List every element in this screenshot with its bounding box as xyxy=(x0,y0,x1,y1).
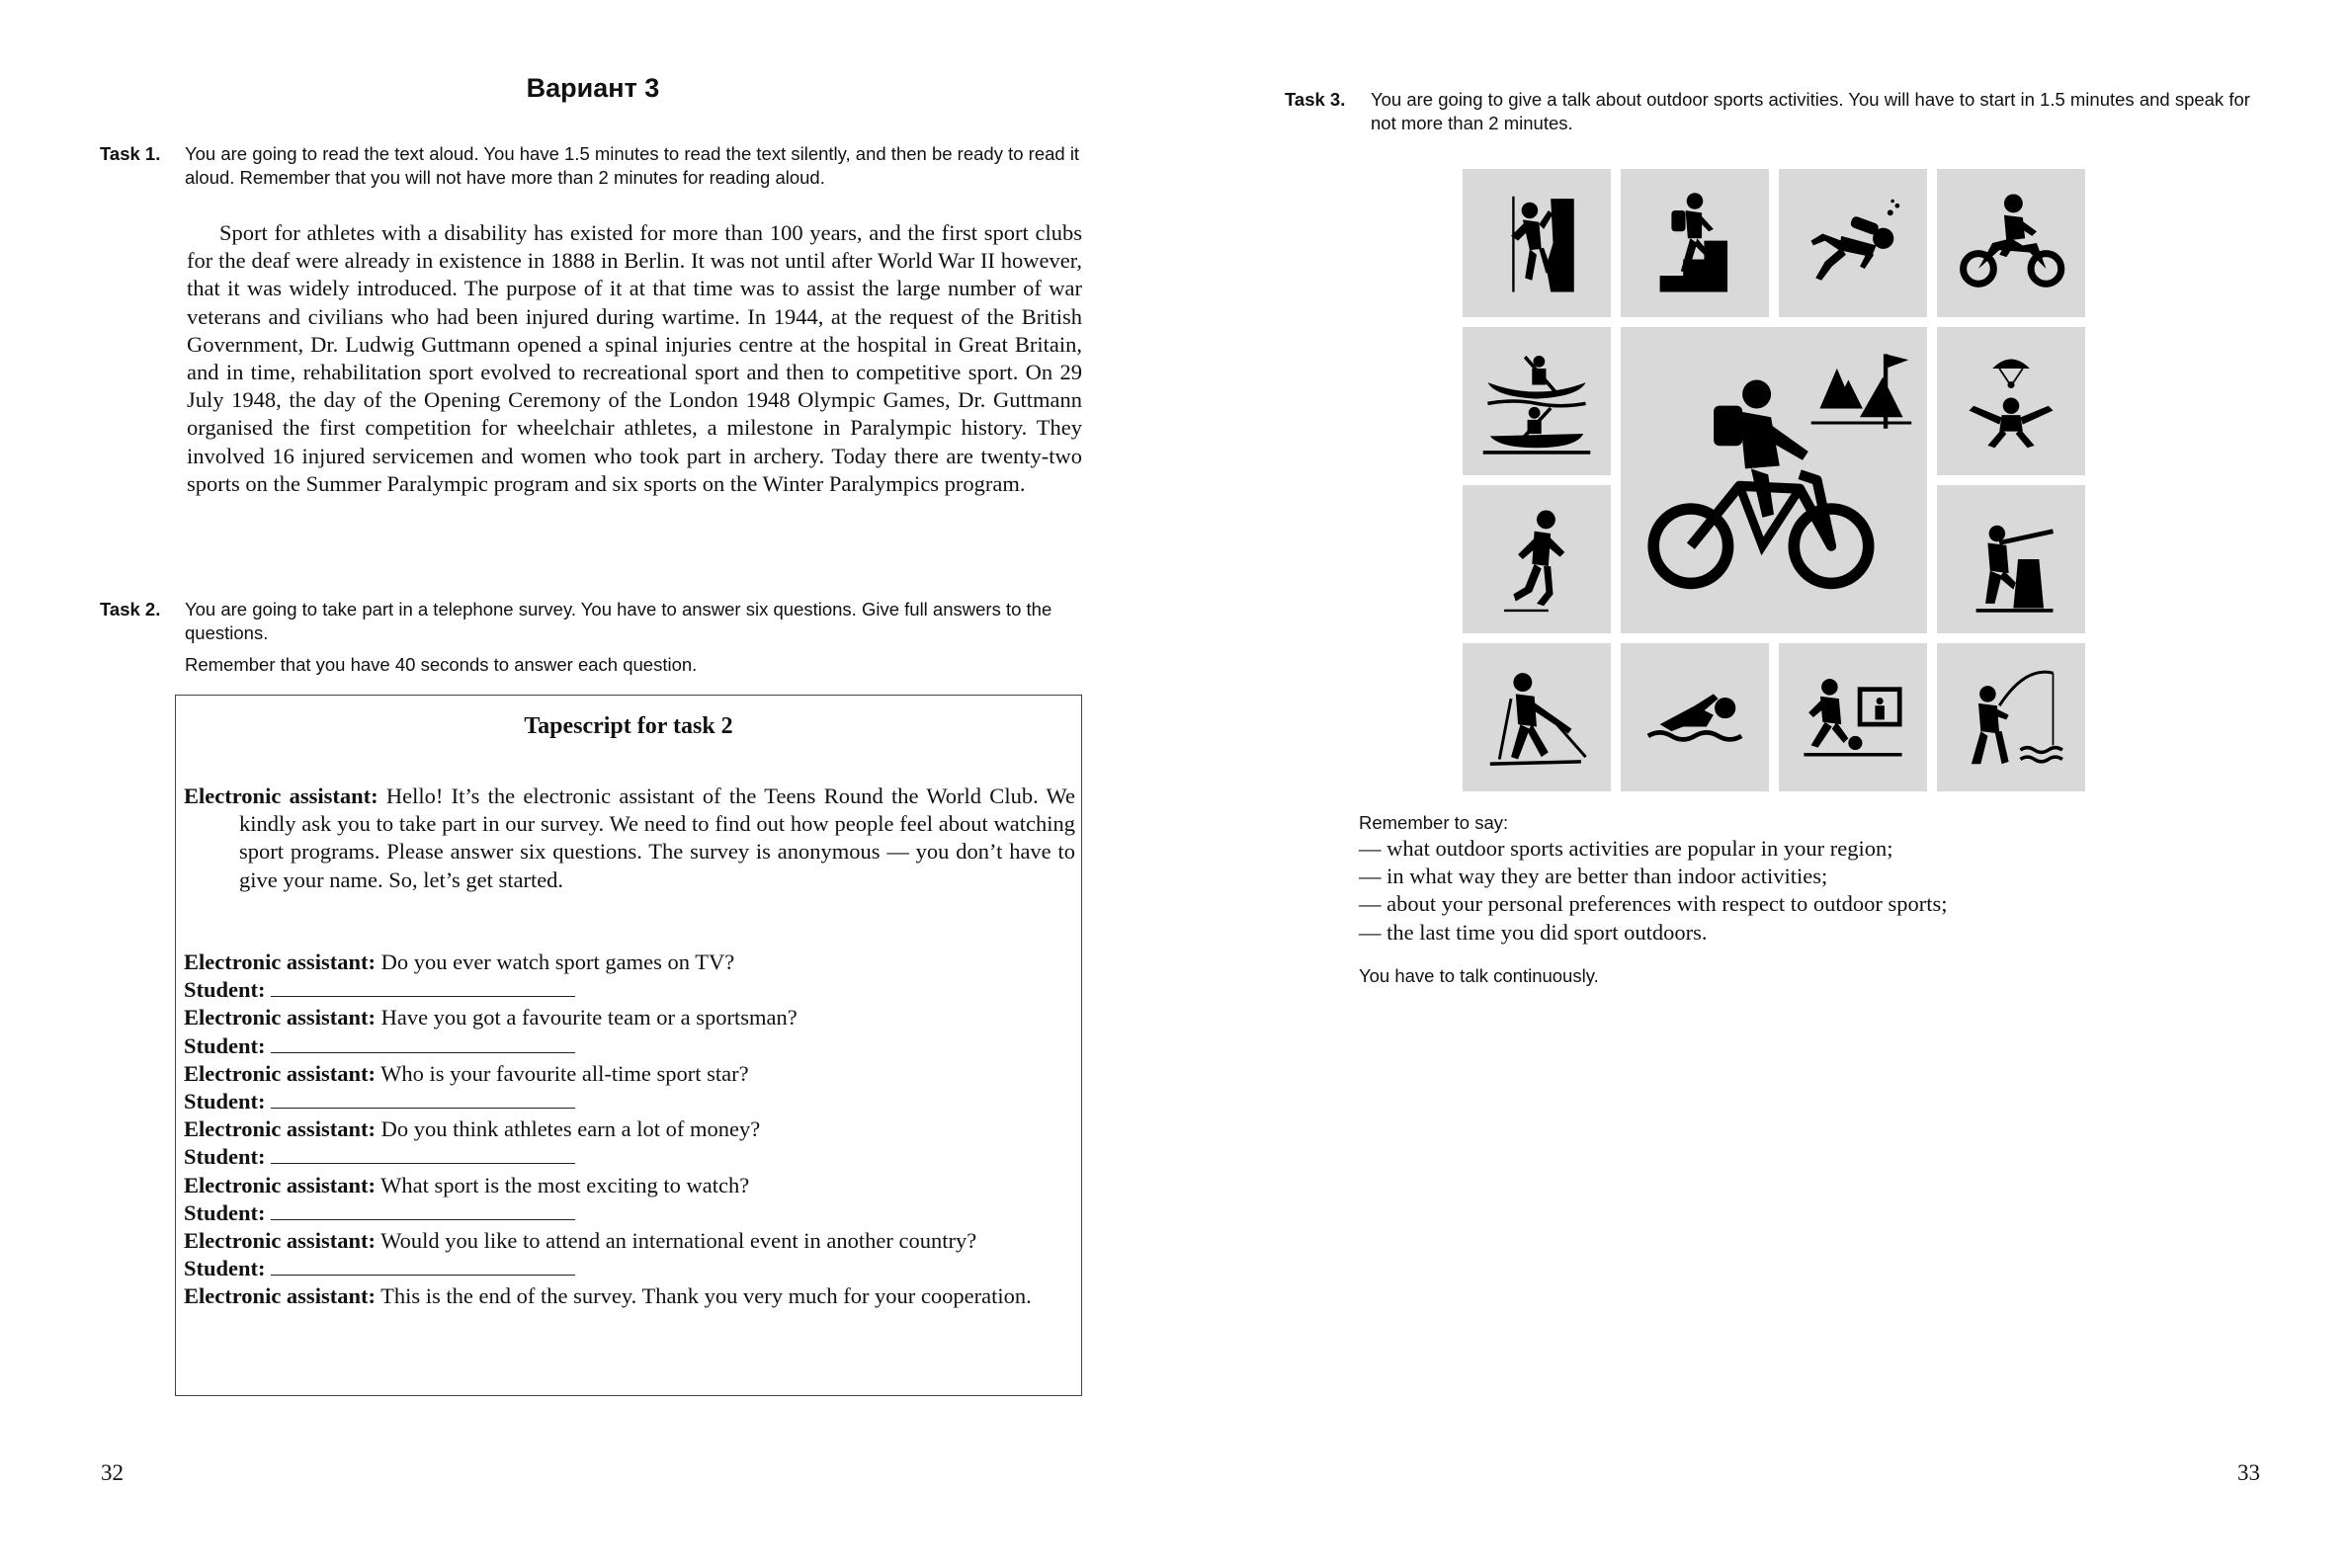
speaker-label: Electronic assistant: xyxy=(184,784,378,808)
dialog-question xyxy=(184,1115,1075,1143)
dialog-question xyxy=(184,1004,1075,1032)
cross-country-skiing-icon xyxy=(1478,659,1595,776)
reading-text: Sport for athletes with a disability has existed for more than 100 years, and the first sport clubs for the deaf were already in existence in 1888 in Berlin. It was not until after World War II however, that it was widely introduced. The purpose of it at that time was to assist the large number of war veterans and civilians who had been injured during wartime. In 1944, at the request of the British Government, Dr. Ludwig Guttmann opened a spinal injuries centre at the hospital in Great Britain, and in time, rehabilitation sport evolved to recreational sport and then to competitive sport. On 29 July 1948, the day of the Opening Ceremony of the London 1948 Olympic Games, Dr. Guttmann organised the first competition for wheelchair athletes, a milestone in Paralympic history. They involved 16 injured servicemen and women who took part in archery. Today there are twenty-two sports on the Summer Paralympic program and six sports on the Winter Paralympics program. xyxy=(187,220,1082,496)
fishing-icon xyxy=(1953,659,2069,776)
dialog-closing xyxy=(184,1282,1075,1310)
task-3-instruction: You are going to give a talk about outdoor sports activities. You will have to start in 1.5 minutes and speak for not more than 2 minutes. xyxy=(1371,89,2250,133)
page-number-right: 33 xyxy=(2237,1460,2260,1485)
speaker-label: Electronic assistant: xyxy=(184,1060,376,1086)
question-text: Who is your favourite all-time sport star? xyxy=(380,1060,749,1086)
dialog xyxy=(184,949,1075,1311)
motocross-icon xyxy=(1953,185,2069,301)
speaker-label: Electronic assistant: xyxy=(184,949,376,974)
dialog-answer xyxy=(184,1088,1075,1115)
swimming-icon xyxy=(1637,659,1753,776)
tile-scuba-diving xyxy=(1779,169,1927,317)
tile-motocross xyxy=(1937,169,2085,317)
tapescript-box xyxy=(175,695,1082,1396)
task-2 xyxy=(100,598,1082,677)
tile-rock-climbing xyxy=(1463,169,1611,317)
answer-blank xyxy=(271,1034,575,1053)
continuous-note: You have to talk continuously. xyxy=(1359,964,1599,986)
rock-climbing-icon xyxy=(1478,185,1595,301)
speaker-label: Electronic assistant: xyxy=(184,1283,376,1309)
question-text: What sport is the most exciting to watch? xyxy=(380,1172,750,1197)
question-text: Would you like to attend an international event in another country? xyxy=(380,1228,977,1254)
dialog-question xyxy=(184,1060,1075,1088)
tile-swimming xyxy=(1621,643,1769,791)
tile-mountain-biking-camping xyxy=(1621,327,1927,633)
answer-blank xyxy=(271,978,575,997)
activity-icon-grid xyxy=(1463,169,2091,793)
tile-shooting xyxy=(1937,485,2085,633)
hiking-icon xyxy=(1637,185,1753,301)
student-label: Student: xyxy=(184,977,266,1003)
running-icon xyxy=(1478,501,1595,618)
task-2-label: Task 2. xyxy=(100,599,161,619)
answer-blank xyxy=(271,1145,575,1164)
answer-blank xyxy=(271,1090,575,1109)
tile-hiking xyxy=(1621,169,1769,317)
tile-canoe-kayak xyxy=(1463,327,1611,475)
speaker-label: Electronic assistant: xyxy=(184,1172,376,1197)
student-label: Student: xyxy=(184,1199,266,1225)
canoe-kayak-icon xyxy=(1478,343,1595,459)
remember-block xyxy=(1359,811,2248,988)
task-2-remember: Remember that you have 40 seconds to answer each question. xyxy=(185,654,698,675)
student-label: Student: xyxy=(184,1144,266,1170)
tapescript-intro xyxy=(184,783,1075,894)
dialog-question xyxy=(184,949,1075,976)
talk-point: — the last time you did sport outdoors. xyxy=(1359,919,1708,945)
talk-point: — in what way they are better than indoor activities; xyxy=(1359,864,1828,889)
dialog-answer xyxy=(184,976,1075,1004)
football-icon xyxy=(1795,659,1911,776)
dialog-answer xyxy=(184,1143,1075,1171)
task-1 xyxy=(100,142,1082,190)
tile-fishing xyxy=(1937,643,2085,791)
student-label: Student: xyxy=(184,1089,266,1114)
answer-blank xyxy=(271,1257,575,1276)
closing-text: This is the end of the survey. Thank you very much for your cooperation. xyxy=(380,1283,1032,1309)
variant-title: Вариант 3 xyxy=(526,73,660,103)
dialog-question xyxy=(184,1227,1075,1255)
speaker-label: Electronic assistant: xyxy=(184,1005,376,1031)
scuba-diving-icon xyxy=(1795,185,1911,301)
speaker-label: Electronic assistant: xyxy=(184,1116,376,1142)
question-text: Have you got a favourite team or a sportsman? xyxy=(380,1005,798,1031)
dialog-question xyxy=(184,1172,1075,1199)
tapescript-title: Tapescript for task 2 xyxy=(524,713,733,739)
tile-football xyxy=(1779,643,1927,791)
page-number-left: 32 xyxy=(101,1460,124,1485)
task-1-label: Task 1. xyxy=(100,143,161,164)
task-2-instruction: You are going to take part in a telephone survey. You have to answer six questions. Give full answers to the questions. xyxy=(185,599,1052,643)
tile-cross-country-skiing xyxy=(1463,643,1611,791)
dialog-answer xyxy=(184,1255,1075,1282)
tile-skydiving xyxy=(1937,327,2085,475)
talk-point: — what outdoor sports activities are popular in your region; xyxy=(1359,836,1893,861)
task-1-instruction: You are going to read the text aloud. You have 1.5 minutes to read the text silently, and then be ready to read it aloud. Remember that you will not have more than 2 minutes for reading aloud. xyxy=(185,143,1080,188)
question-text: Do you ever watch sport games on TV? xyxy=(380,949,735,974)
skydiving-icon xyxy=(1953,343,2069,459)
tile-running xyxy=(1463,485,1611,633)
mountain-biking-camping-icon xyxy=(1631,337,1917,623)
dialog-answer xyxy=(184,1199,1075,1227)
student-label: Student: xyxy=(184,1032,266,1058)
shooting-icon xyxy=(1953,501,2069,618)
dialog-answer xyxy=(184,1032,1075,1060)
student-label: Student: xyxy=(184,1256,266,1281)
talk-point: — about your personal preferences with respect to outdoor sports; xyxy=(1359,891,1948,917)
task-3 xyxy=(1285,88,2273,135)
remember-label: Remember to say: xyxy=(1359,812,1509,833)
speaker-label: Electronic assistant: xyxy=(184,1228,376,1254)
intro-text: Hello! It’s the electronic assistant of the Teens Round the World Club. We kindly ask you to take part in our survey. We need to find out how people feel about watching sport programs. Please answer six questions. The survey is anonymous — you don’t have to give your name. So, let’s get started. xyxy=(239,784,1075,892)
question-text: Do you think athletes earn a lot of money? xyxy=(380,1116,761,1142)
task-3-label: Task 3. xyxy=(1285,89,1346,110)
answer-blank xyxy=(271,1201,575,1220)
